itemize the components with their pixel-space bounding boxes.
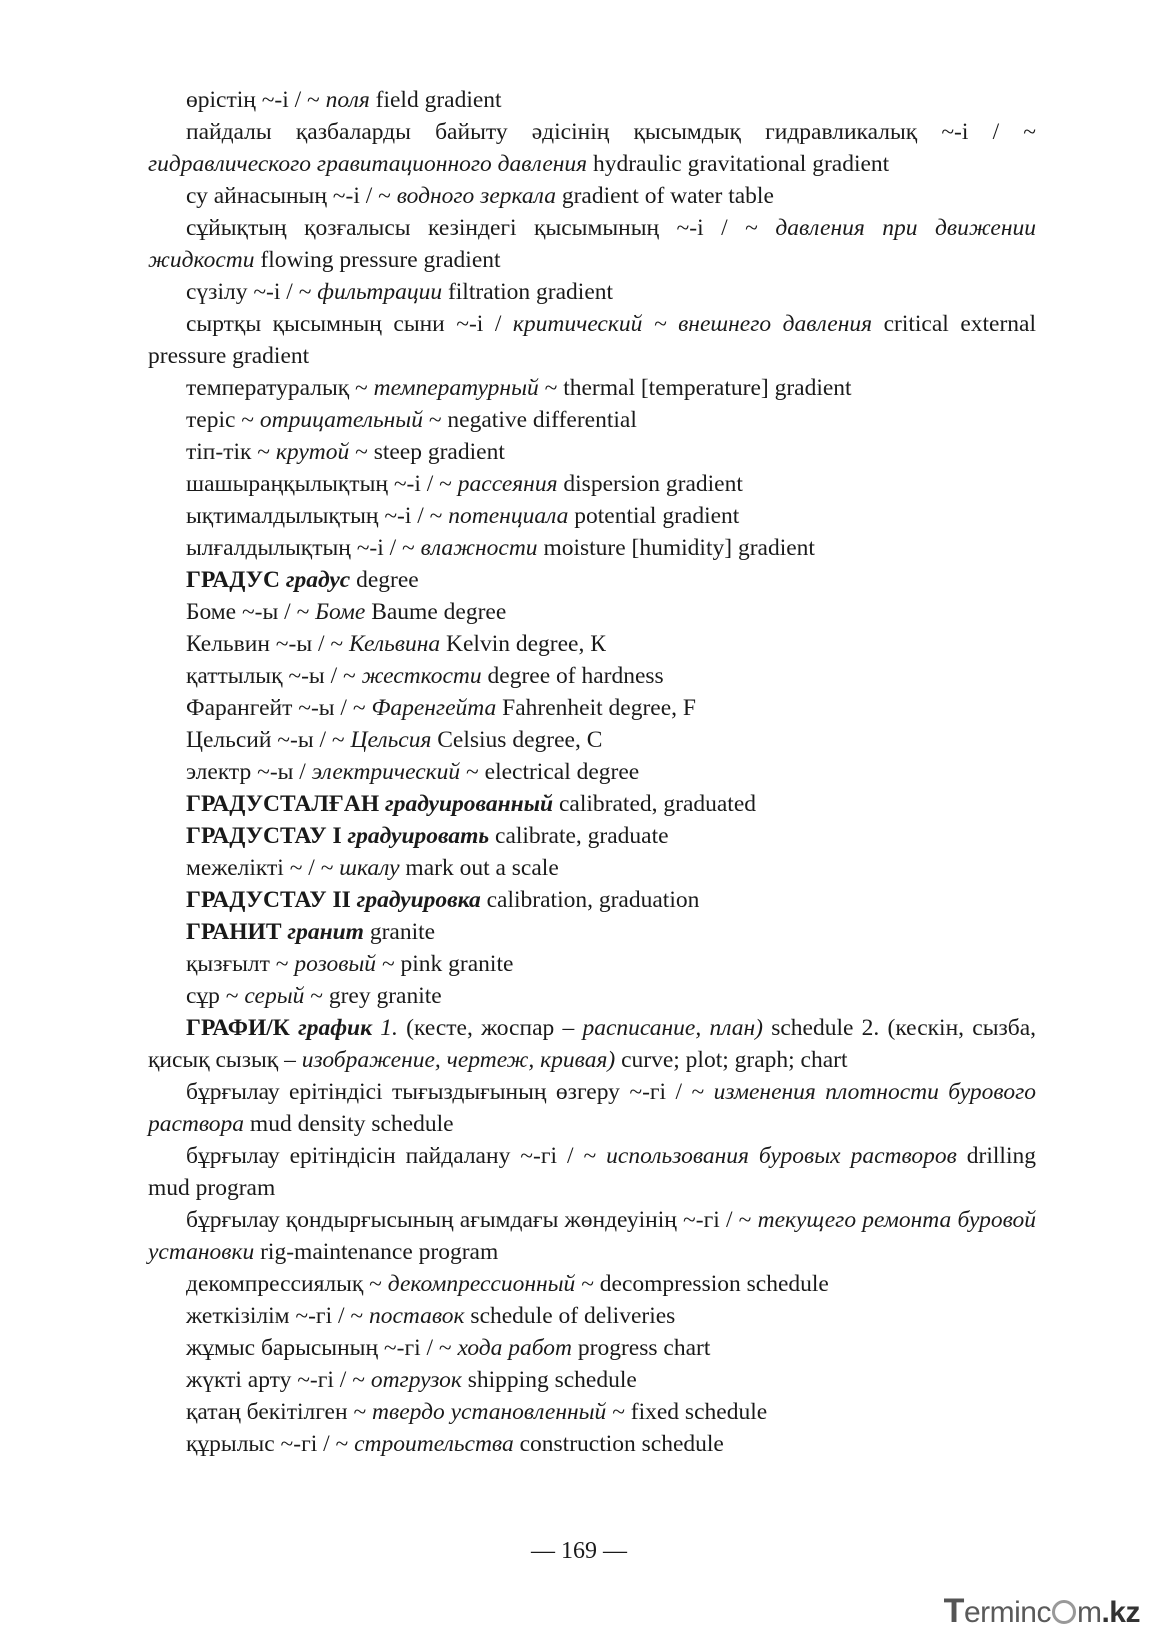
page-number: — 169 —	[531, 1538, 627, 1564]
russian-term: отрицательный	[259, 407, 423, 433]
dictionary-entry	[148, 756, 1036, 788]
russian-term: влажности	[420, 535, 538, 561]
entry-text: ~ steep gradient	[349, 439, 505, 465]
entry-text: field gradient	[369, 87, 502, 113]
headword-russian: градуировать	[347, 823, 490, 849]
entry-text: schedule of deliveries	[464, 1303, 676, 1329]
dictionary-entry	[148, 564, 1036, 596]
russian-term: расписание, план)	[582, 1015, 763, 1041]
dictionary-page	[148, 84, 1036, 1460]
logo-text-1: erminc	[963, 1596, 1051, 1629]
headword-russian: градуированный	[385, 791, 554, 817]
dictionary-entry	[148, 1204, 1036, 1268]
russian-term: хода работ	[457, 1335, 573, 1361]
entry-text: flowing pressure gradient	[254, 247, 501, 273]
logo-text-kz: .kz	[1101, 1596, 1140, 1629]
entry-text: ықтималдылықтың ~-і / ~	[186, 503, 449, 529]
russian-term: изображение, чертеж, кривая)	[301, 1047, 616, 1073]
entry-text: пайдалы қазбаларды байыту әдісінің қысымдық гидравликалық ~-і / ~	[186, 119, 1036, 145]
logo-circle-icon	[1052, 1600, 1076, 1624]
entry-text: schedule 2. (кескін, сызба, қисық сызық –	[148, 1015, 1037, 1073]
dictionary-entry	[148, 532, 1036, 564]
entry-text: ~ grey granite	[304, 983, 442, 1009]
entry-text: бұрғылау қондырғысының ағымдағы жөндеуінің ~-гі / ~	[186, 1207, 758, 1233]
russian-term: критический ~ внешнего давления	[512, 311, 873, 337]
entry-text: межелікті ~ / ~	[186, 855, 340, 881]
entry-text: ~ negative differential	[422, 407, 637, 433]
entry-text: ~ thermal [temperature] gradient	[538, 375, 852, 401]
entry-text: тіп-тік ~	[186, 439, 276, 465]
russian-term: крутой	[275, 439, 350, 465]
entry-text: calibrate, graduate	[489, 823, 669, 849]
headword: ГРАДУСТАУ II	[186, 887, 357, 913]
headword-russian: градуировка	[356, 887, 481, 913]
entry-text: қаттылық ~-ы / ~	[186, 663, 362, 689]
logo-letter-t: T	[943, 1592, 964, 1630]
russian-term: 1.	[380, 1015, 398, 1041]
logo-text-2: m	[1076, 1596, 1102, 1629]
entry-text: progress chart	[572, 1335, 711, 1361]
entry-text: шашыраңқылықтың ~-і / ~	[186, 471, 458, 497]
russian-term: жесткости	[361, 663, 482, 689]
entry-text: Фарангейт ~-ы / ~	[186, 695, 372, 721]
dictionary-entry	[148, 1268, 1036, 1300]
dictionary-entry	[148, 1332, 1036, 1364]
headword: ГРАДУС	[186, 567, 286, 593]
dictionary-entry	[148, 308, 1036, 372]
entry-text: filtration gradient	[442, 279, 614, 305]
headword: ГРАДУСТАЛҒАН	[186, 791, 386, 817]
russian-term: поля	[325, 87, 370, 113]
dictionary-entry	[148, 1364, 1036, 1396]
dictionary-entry	[148, 692, 1036, 724]
entry-text: электр ~-ы /	[186, 759, 312, 785]
dictionary-entry	[148, 180, 1036, 212]
dictionary-entry	[148, 84, 1036, 116]
entry-text: ~ decompression schedule	[575, 1271, 829, 1297]
entry-text: mark out a scale	[399, 855, 559, 881]
entry-text: Цельсий ~-ы / ~	[186, 727, 351, 753]
entry-text: декомпрессиялық ~	[186, 1271, 388, 1297]
russian-term: шкалу	[339, 855, 400, 881]
dictionary-entry	[148, 1396, 1036, 1428]
dictionary-entry	[148, 916, 1036, 948]
entry-text: calibrated, graduated	[553, 791, 757, 817]
russian-term: отгрузок	[370, 1367, 462, 1393]
entry-text: rig-maintenance program	[254, 1239, 499, 1265]
russian-term: декомпрессионный	[387, 1271, 576, 1297]
russian-term: Боме	[315, 599, 366, 625]
russian-term: фильтрации	[317, 279, 443, 305]
dictionary-entry	[148, 1012, 1036, 1076]
dictionary-entry	[148, 596, 1036, 628]
entry-text: construction schedule	[513, 1431, 724, 1457]
entry-text: granite	[363, 919, 436, 945]
entry-text: degree of hardness	[481, 663, 664, 689]
russian-term: розовый	[294, 951, 377, 977]
entry-text: жұмыс барысының ~-гі / ~	[186, 1335, 458, 1361]
headword: ГРАНИТ	[186, 919, 288, 945]
dictionary-entry	[148, 372, 1036, 404]
entry-text: сыртқы қысымның сыни ~-і /	[186, 311, 513, 337]
dictionary-entry	[148, 628, 1036, 660]
headword-russian: градус	[285, 567, 351, 593]
entry-text: Fahrenheit degree, F	[496, 695, 696, 721]
entry-text: degree	[350, 567, 419, 593]
dictionary-entry	[148, 820, 1036, 852]
russian-term: температурный	[373, 375, 539, 401]
entry-text: (кесте, жоспар –	[397, 1015, 583, 1041]
russian-term: давления при движении жидкости	[148, 215, 1036, 273]
entry-text: ылғалдылықтың ~-і / ~	[186, 535, 421, 561]
entry-text: температуралық ~	[186, 375, 374, 401]
entry-text: Боме ~-ы / ~	[186, 599, 316, 625]
entry-text: сұр ~	[186, 983, 245, 1009]
dictionary-entry	[148, 468, 1036, 500]
russian-term: рассеяния	[457, 471, 558, 497]
russian-term: использования буровых растворов	[606, 1143, 957, 1169]
entry-text: gradient of water table	[555, 183, 774, 209]
entry-text: mud density schedule	[244, 1111, 454, 1137]
entry-text: қызғылт ~	[186, 951, 295, 977]
entry-text: hydraulic gravitational gradient	[587, 151, 890, 177]
russian-term: Кельвина	[348, 631, 441, 657]
entry-text: calibration, graduation	[480, 887, 700, 913]
dictionary-entry	[148, 1076, 1036, 1140]
entry-text: potential gradient	[568, 503, 740, 529]
termincom-logo[interactable]	[944, 1592, 1140, 1631]
dictionary-entry	[148, 1428, 1036, 1460]
dictionary-entry	[148, 276, 1036, 308]
entry-text: critical external pressure gradient	[148, 311, 1037, 369]
dictionary-entry	[148, 1300, 1036, 1332]
entry-text: ~ pink granite	[376, 951, 514, 977]
dictionary-entry	[148, 660, 1036, 692]
dictionary-entry	[148, 724, 1036, 756]
dictionary-entry	[148, 980, 1036, 1012]
russian-term: текущего ремонта буровой установки	[148, 1207, 1037, 1265]
entry-text: сүзілу ~-і / ~	[186, 279, 318, 305]
russian-term: потенциала	[448, 503, 569, 529]
entry-text: curve; plot; graph; chart	[615, 1047, 848, 1073]
headword: ГРАДУСТАУ I	[186, 823, 348, 849]
russian-term: поставок	[368, 1303, 465, 1329]
entry-text: жеткізілім ~-гі / ~	[186, 1303, 369, 1329]
dictionary-entry	[148, 884, 1036, 916]
headword-russian: график	[298, 1015, 373, 1041]
russian-term: Цельсия	[350, 727, 432, 753]
entry-text: бұрғылау ерітіндісін пайдалану ~-гі / ~	[186, 1143, 607, 1169]
dictionary-entry	[148, 116, 1036, 180]
entry-text: сұйықтың қозғалысы кезіндегі қысымының ~-і / ~	[186, 215, 776, 241]
russian-term: изменения плотности бурового раствора	[148, 1079, 1036, 1137]
entry-text: dispersion gradient	[557, 471, 743, 497]
dictionary-entry	[148, 852, 1036, 884]
dictionary-entry	[148, 948, 1036, 980]
dictionary-entry	[148, 788, 1036, 820]
entry-text: бұрғылау ерітіндісі тығыздығының өзгеру ~-гі / ~	[186, 1079, 714, 1105]
dictionary-entry	[148, 1140, 1036, 1204]
dictionary-entry	[148, 500, 1036, 532]
russian-term: гидравлического гравитационного давления	[148, 151, 588, 177]
entry-text: ~ fixed schedule	[606, 1399, 768, 1425]
dictionary-entry	[148, 212, 1036, 276]
entry-text: Kelvin degree, К	[440, 631, 606, 657]
russian-term: электрический	[311, 759, 461, 785]
entry-text: өрістің ~-і / ~	[186, 87, 326, 113]
entry-text: Кельвин ~-ы / ~	[186, 631, 349, 657]
entry-text: су айнасының ~-і / ~	[186, 183, 397, 209]
entry-text: ~ electrical degree	[460, 759, 640, 785]
entry-text: Baume degree	[365, 599, 507, 625]
entry-text: moisture [humidity] gradient	[537, 535, 815, 561]
headword-russian: гранит	[287, 919, 364, 945]
dictionary-entry	[148, 404, 1036, 436]
entry-text: қатаң бекітілген ~	[186, 1399, 373, 1425]
russian-term: серый	[244, 983, 305, 1009]
russian-term: Фаренгейта	[371, 695, 497, 721]
entry-text: жүкті арту ~-гі / ~	[186, 1367, 371, 1393]
russian-term: водного зеркала	[396, 183, 556, 209]
entry-text: теріс ~	[186, 407, 260, 433]
entry-text: құрылыс ~-гі / ~	[186, 1431, 355, 1457]
dictionary-entry	[148, 436, 1036, 468]
entry-text: Celsius degree, C	[431, 727, 603, 753]
entry-text: drilling mud program	[148, 1143, 1036, 1201]
headword: ГРАФИ/К	[186, 1015, 299, 1041]
entry-text: shipping schedule	[461, 1367, 637, 1393]
russian-term: твердо установленный	[372, 1399, 607, 1425]
russian-term: строительства	[354, 1431, 514, 1457]
